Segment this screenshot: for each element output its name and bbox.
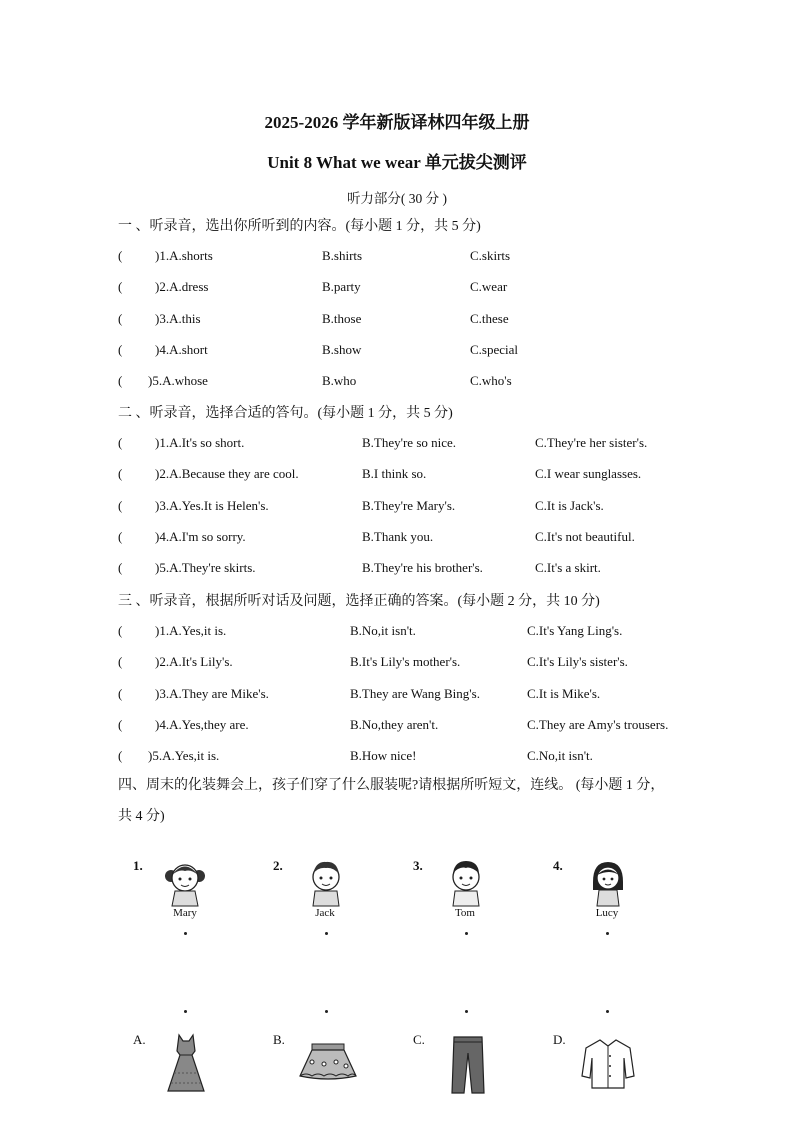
clothing-letter: A. [133,1032,146,1047]
match-dot-bottom[interactable] [606,1010,609,1013]
option-b: B.Thank you. [362,528,434,544]
skirt-icon [298,1042,358,1082]
question-row [118,248,718,268]
page-title: 2025-2026 学年新版译林四年级上册 [264,113,530,132]
question-row [118,654,718,674]
matching-exercise [120,850,675,1105]
answer-bracket[interactable]: ( [118,654,123,670]
girl-pigtails-icon [165,858,205,906]
option-a: )2.A.Because they are cool. [155,466,299,482]
question-row [118,560,718,580]
person-number: 4. [553,858,563,873]
option-a: )5.A.whose [148,373,208,389]
question-row [118,311,718,331]
option-a: )4.A.Yes,they are. [155,716,249,732]
option-c: C.They are Amy's trousers. [527,716,669,732]
question-row [118,466,718,486]
option-b: B.shirts [322,248,363,263]
person-number: 3. [413,858,423,873]
boy-icon [448,858,484,906]
answer-bracket[interactable]: ( [118,497,123,513]
question-row [118,686,718,706]
option-a: )4.A.short [155,341,208,357]
section-1-heading: 一 、听录音，选出你所听到的内容。(每小题 1 分，共 5 分) [118,219,481,234]
question-row [118,373,718,393]
answer-bracket[interactable]: ( [118,435,123,450]
match-dot-bottom[interactable] [325,1010,328,1013]
option-c: C.It's not beautiful. [535,528,635,544]
person-name: Mary [173,907,197,919]
question-row [118,717,718,737]
option-c: C.It is Jack's. [535,497,604,513]
answer-bracket[interactable]: ( [118,623,123,638]
question-row [118,498,718,518]
person-name: Tom [454,907,475,919]
option-c: C.It's Lily's sister's. [527,654,628,670]
option-a: )2.A.It's Lily's. [155,654,233,670]
option-b: B.who [322,373,357,389]
answer-bracket[interactable]: ( [118,560,123,576]
option-b: B.How nice! [350,748,417,764]
option-c: C.special [470,341,519,357]
option-a: )1.A.shorts [155,248,213,263]
person-name: Jack [315,907,335,919]
answer-bracket[interactable]: ( [118,373,123,389]
answer-bracket[interactable]: ( [118,310,123,326]
option-a: )1.A.It's so short. [155,435,245,450]
option-c: C.No,it isn't. [527,748,593,764]
option-c: C.I wear sunglasses. [535,466,642,482]
option-c: C.skirts [470,248,511,263]
answer-bracket[interactable]: ( [118,528,123,544]
option-c: C.They're her sister's. [535,435,648,450]
question-row [118,529,718,549]
option-a: )2.A.dress [155,279,209,295]
option-c: C.wear [470,279,508,295]
option-a: )5.A.They're skirts. [155,560,256,576]
option-b: B.They're Mary's. [362,497,456,513]
option-b: B.They're so nice. [362,435,457,450]
option-a: )4.A.I'm so sorry. [155,528,246,544]
shirt-icon [580,1038,636,1090]
option-c: C.who's [470,373,512,389]
match-dot-top[interactable] [325,932,328,935]
option-b: B.They are Wang Bing's. [350,685,480,701]
option-c: C.It's Yang Ling's. [527,623,623,638]
option-c: C.these [470,310,509,326]
answer-bracket[interactable]: ( [118,279,123,295]
option-a: )1.A.Yes,it is. [155,623,227,638]
option-b: B.those [322,310,362,326]
match-dot-top[interactable] [465,932,468,935]
option-a: )3.A.this [155,310,201,326]
question-row [118,748,718,768]
person-number: 1. [133,858,143,873]
question-row [118,623,718,643]
option-a: )3.A.Yes.It is Helen's. [155,497,269,513]
answer-bracket[interactable]: ( [118,748,123,764]
dress-icon [166,1033,206,1093]
option-b: B.It's Lily's mother's. [350,654,461,670]
girl-icon [590,860,626,906]
option-b: B.They're his brother's. [362,560,483,576]
option-b: B.No,they aren't. [350,716,439,732]
answer-bracket[interactable]: ( [118,716,123,732]
question-row [118,435,718,455]
trousers-icon [450,1035,486,1095]
match-dot-top[interactable] [606,932,609,935]
answer-bracket[interactable]: ( [118,685,123,701]
person-number: 2. [273,858,283,873]
answer-bracket[interactable]: ( [118,248,123,263]
match-dot-bottom[interactable] [465,1010,468,1013]
match-dot-top[interactable] [184,932,187,935]
listening-part-label: 听力部分( 30 分 ) [346,191,448,206]
option-c: C.It is Mike's. [527,685,601,701]
section-2-heading: 二 、听录音，选择合适的答句。(每小题 1 分，共 5 分) [118,406,453,421]
option-a: )3.A.They are Mike's. [155,685,269,701]
option-b: B.I think so. [362,466,427,482]
clothing-letter: C. [413,1032,425,1047]
option-b: B.party [322,279,361,295]
answer-bracket[interactable]: ( [118,341,123,357]
option-b: B.show [322,341,362,357]
unit-title: Unit 8 What we wear 单元拔尖测评 [267,153,527,172]
option-a: )5.A.Yes,it is. [148,748,220,764]
section-4-heading: 四、周末的化装舞会上，孩子们穿了什么服装呢?请根据所听短文，连线。 (每小题 1 分，共 4 分) [118,778,665,824]
clothing-letter: B. [273,1032,285,1047]
option-b: B.No,it isn't. [350,623,416,638]
question-row [118,342,718,362]
question-row [118,279,718,299]
answer-bracket[interactable]: ( [118,466,123,482]
person-name: Lucy [595,907,619,919]
boy-icon [308,858,344,906]
clothing-letter: D. [553,1032,566,1047]
match-dot-bottom[interactable] [184,1010,187,1013]
option-c: C.It's a skirt. [535,560,601,576]
section-3-heading: 三 、听录音，根据所听对话及问题，选择正确的答案。(每小题 2 分，共 10 分) [118,594,600,609]
